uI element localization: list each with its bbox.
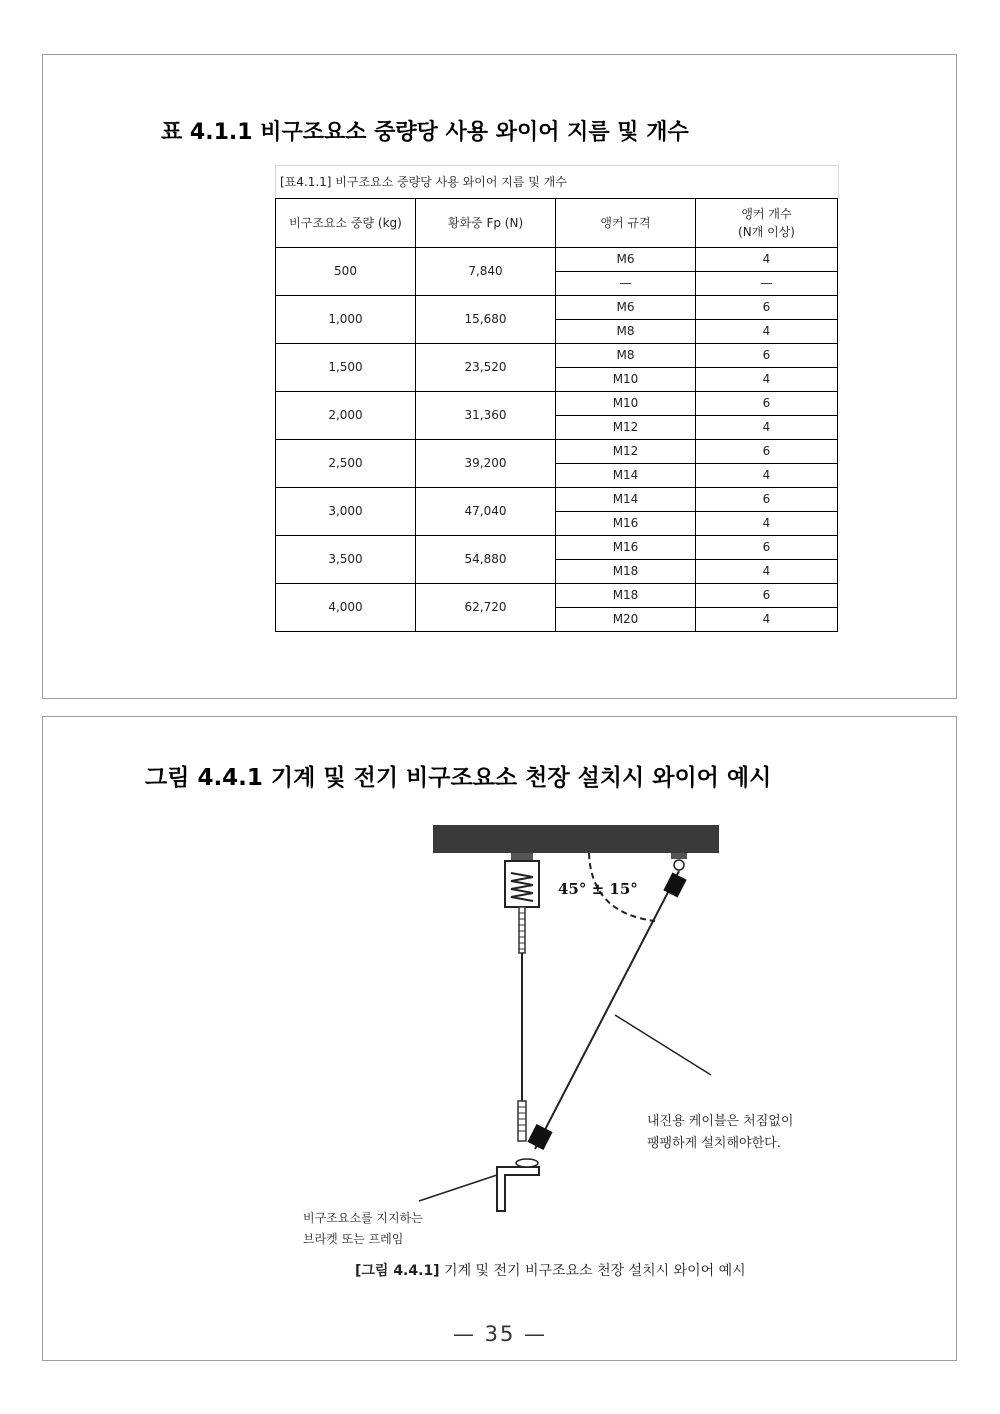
right-ceiling-anchor (671, 853, 687, 859)
bracket-nut (516, 1159, 538, 1167)
lower-cable-clamp (527, 1124, 552, 1150)
cell-anchor-count: 6 (696, 296, 838, 320)
cell-anchor-spec: M6 (556, 296, 696, 320)
figure-caption-label: [그림 4.4.1] (355, 1263, 440, 1279)
header-weight: 비구조요소 중량 (kg) (276, 199, 416, 248)
left-hanger-mount (511, 853, 533, 861)
cell-anchor-spec: — (556, 272, 696, 296)
cell-fp: 31,360 (416, 392, 556, 440)
threaded-rod-upper (519, 907, 525, 953)
header-anchor-count-line2: (N개 이상) (738, 225, 795, 239)
header-anchor-count (696, 199, 838, 248)
cell-anchor-spec: M16 (556, 536, 696, 560)
table-header-row (276, 199, 838, 248)
cell-anchor-count: 6 (696, 440, 838, 464)
cell-anchor-count: 4 (696, 248, 838, 272)
cell-anchor-spec: M18 (556, 584, 696, 608)
cell-fp: 23,520 (416, 344, 556, 392)
bracket-angle (497, 1167, 539, 1211)
table-row (276, 392, 838, 416)
diagonal-seismic-cable (535, 871, 679, 1149)
cell-weight: 1,000 (276, 296, 416, 344)
table-row (276, 296, 838, 320)
cell-anchor-count: 4 (696, 560, 838, 584)
cell-anchor-spec: M6 (556, 248, 696, 272)
table-heading: 표 4.1.1 비구조요소 중량당 사용 와이어 지름 및 개수 (161, 120, 689, 145)
table-row (276, 584, 838, 608)
figure-caption (355, 1262, 746, 1279)
table-row (276, 536, 838, 560)
table-row (276, 440, 838, 464)
cell-weight: 2,500 (276, 440, 416, 488)
cell-anchor-count: 6 (696, 392, 838, 416)
cell-anchor-count: 4 (696, 320, 838, 344)
cable-note-leader (615, 1015, 711, 1075)
cell-fp: 47,040 (416, 488, 556, 536)
header-anchor-spec: 앵커 규격 (556, 199, 696, 248)
cell-anchor-spec: M10 (556, 368, 696, 392)
cell-anchor-spec: M14 (556, 464, 696, 488)
cell-anchor-count: 4 (696, 416, 838, 440)
cell-anchor-count: 4 (696, 464, 838, 488)
cell-weight: 500 (276, 248, 416, 296)
cell-weight: 1,500 (276, 344, 416, 392)
cell-anchor-spec: M14 (556, 488, 696, 512)
table-caption: [표4.1.1] 비구조요소 중량당 사용 와이어 지름 및 개수 (275, 165, 839, 198)
header-anchor-count-line1: 앵커 개수 (741, 207, 792, 221)
cell-weight: 4,000 (276, 584, 416, 632)
wire-installation-diagram (43, 717, 956, 1360)
cell-fp: 15,680 (416, 296, 556, 344)
cell-weight: 3,000 (276, 488, 416, 536)
table-container (275, 165, 839, 632)
right-anchor-eye (674, 860, 684, 870)
cell-anchor-spec: M12 (556, 416, 696, 440)
cell-anchor-spec: M8 (556, 344, 696, 368)
cell-anchor-spec: M10 (556, 392, 696, 416)
figure-caption-text: 기계 및 전기 비구조요소 천장 설치시 와이어 예시 (439, 1263, 746, 1279)
bracket-note-leader (419, 1175, 497, 1201)
angle-label: 45° ± 15° (558, 880, 638, 898)
cell-anchor-count: 6 (696, 536, 838, 560)
cell-anchor-spec: M20 (556, 608, 696, 632)
bracket-note-line1: 비구조요소를 지지하는 (303, 1211, 423, 1225)
cell-anchor-count: 6 (696, 584, 838, 608)
table-row (276, 248, 838, 272)
cell-anchor-spec: M18 (556, 560, 696, 584)
cell-weight: 3,500 (276, 536, 416, 584)
cable-note-line2: 팽팽하게 설치해야한다. (647, 1136, 781, 1151)
table-body (276, 248, 838, 632)
table-panel (42, 54, 957, 699)
header-fp: 황화중 Fp (N) (416, 199, 556, 248)
anchor-spec-table (275, 198, 838, 632)
cell-anchor-count: — (696, 272, 838, 296)
bracket-note-line2: 브라켓 또는 프레임 (303, 1232, 404, 1246)
cell-anchor-count: 6 (696, 344, 838, 368)
table-row (276, 344, 838, 368)
figure-heading: 그림 4.4.1 기계 및 전기 비구조요소 천장 설치시 와이어 예시 (145, 765, 772, 791)
cable-note-line1: 내진용 케이블은 처짐없이 (647, 1114, 794, 1129)
figure-panel (42, 716, 957, 1361)
cell-fp: 54,880 (416, 536, 556, 584)
cell-anchor-count: 4 (696, 512, 838, 536)
cell-fp: 39,200 (416, 440, 556, 488)
cell-anchor-count: 4 (696, 608, 838, 632)
cell-anchor-count: 4 (696, 368, 838, 392)
page-number: — 35 — (452, 1322, 548, 1346)
cell-weight: 2,000 (276, 392, 416, 440)
cell-fp: 7,840 (416, 248, 556, 296)
table-row (276, 488, 838, 512)
ceiling-beam (433, 825, 719, 853)
cell-anchor-spec: M16 (556, 512, 696, 536)
cell-anchor-count: 6 (696, 488, 838, 512)
cell-anchor-spec: M8 (556, 320, 696, 344)
cell-anchor-spec: M12 (556, 440, 696, 464)
cell-fp: 62,720 (416, 584, 556, 632)
